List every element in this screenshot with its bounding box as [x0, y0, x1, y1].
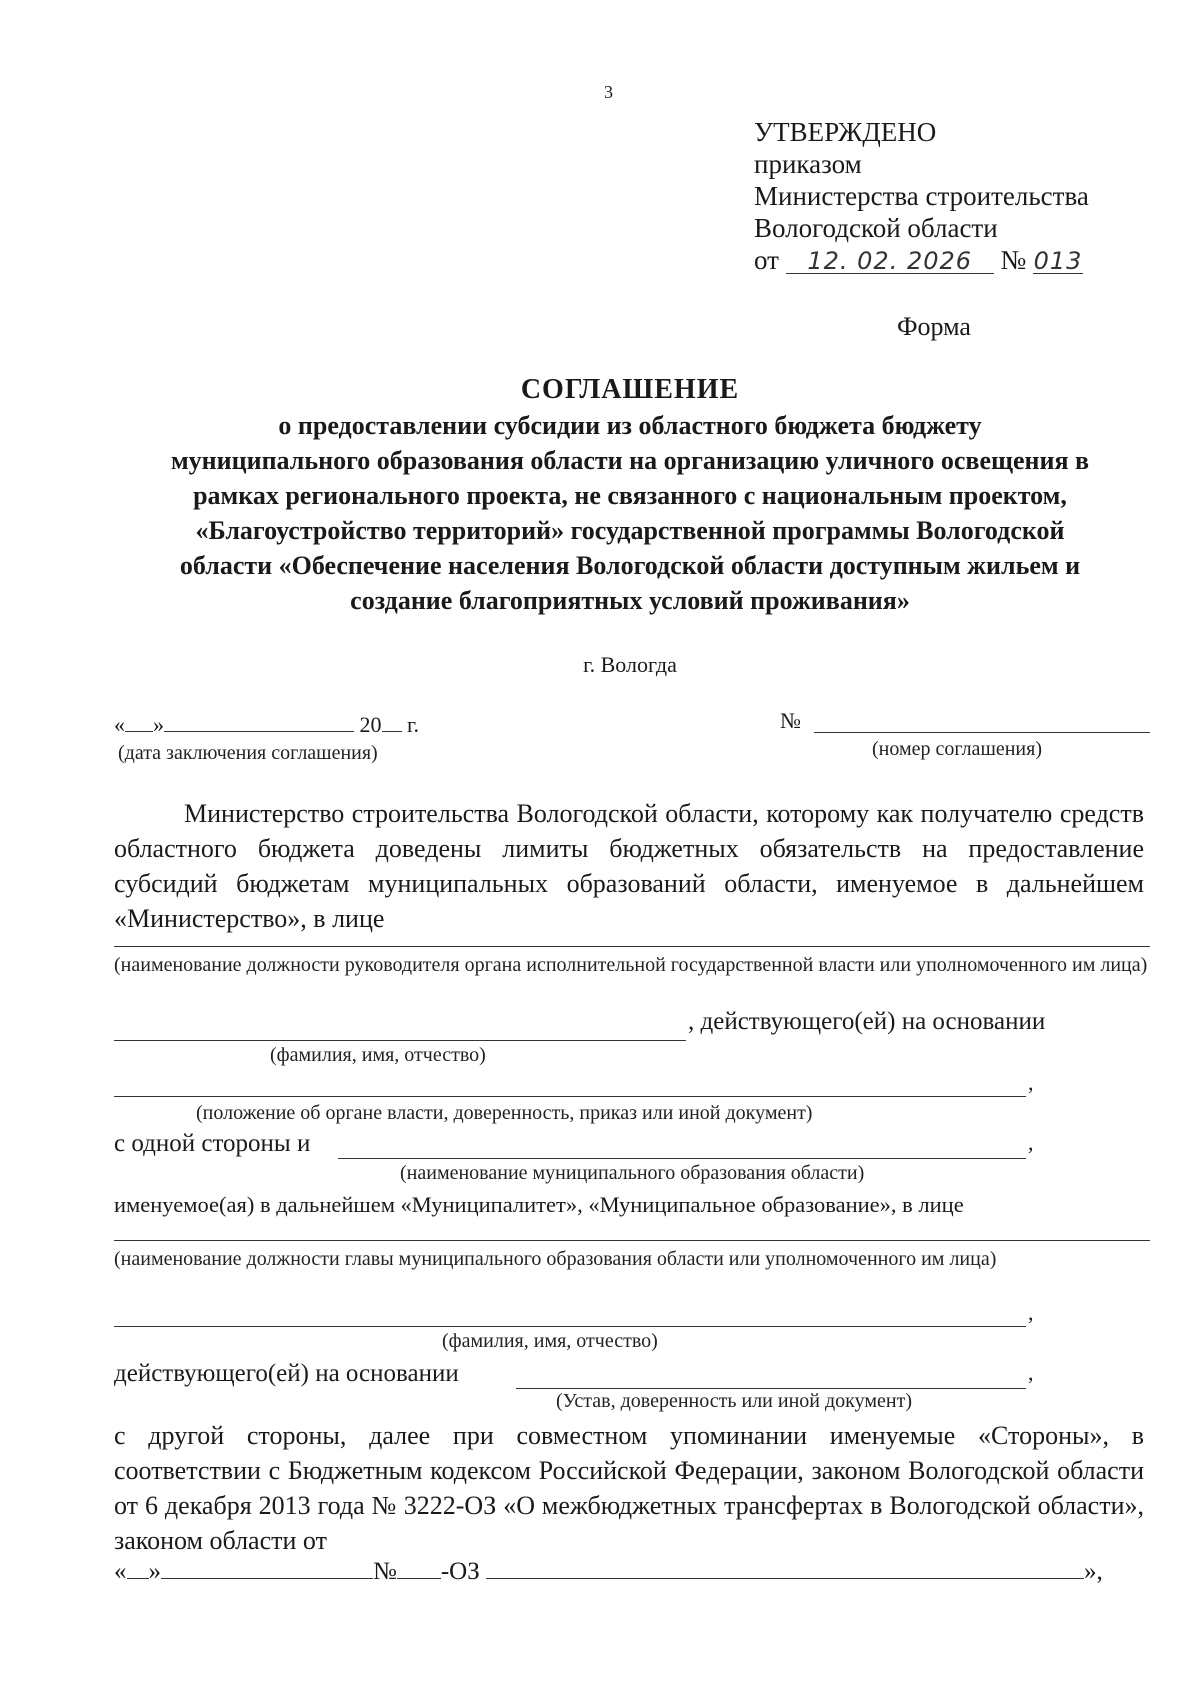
title-line: муниципального образования области на организацию уличного освещения в	[170, 446, 1090, 475]
document-line-2	[516, 1388, 1026, 1389]
fio-caption-1: (фамилия, имя, отчество)	[270, 1044, 486, 1066]
municipality-head-line	[114, 1240, 1150, 1241]
title-line: о предоставлении субсидии из областного бюджета бюджету	[278, 411, 982, 440]
title-line: создание благоприятных условий проживания»	[350, 586, 910, 615]
hereinafter-municipality: именуемое(ая) в дальнейшем «Муниципалитет», «Муниципальное образование», в лице	[114, 1192, 964, 1217]
approval-region: Вологодской области	[754, 213, 998, 243]
agreement-number-line	[814, 732, 1150, 733]
law-suffix: -ОЗ	[440, 1558, 480, 1585]
agreement-number-label: №	[780, 708, 801, 733]
year-blank	[382, 731, 402, 732]
approval-from-label: от	[754, 245, 779, 275]
comma: ,	[1028, 1070, 1034, 1095]
comma: ,	[1028, 1130, 1034, 1155]
fio-line-2	[114, 1326, 1026, 1327]
municipality-head-caption: (наименование должности главы муниципального образования области или уполномоченного им лица)	[114, 1248, 997, 1270]
document-title	[110, 372, 1150, 618]
law-day-blank	[127, 1578, 149, 1579]
title-line: рамках регионального проекта, не связанного с национальным проектом,	[193, 481, 1067, 510]
law-quote-close: »	[148, 1558, 161, 1585]
year-prefix: 20	[359, 712, 382, 737]
title-line: «Благоустройство территорий» государственной программы Вологодской	[195, 516, 1065, 545]
law-number-blank	[397, 1578, 441, 1579]
agreement-date-field	[114, 712, 419, 738]
approval-date-line	[754, 244, 1089, 276]
law-quote-open: «	[114, 1558, 127, 1585]
approval-order-label: приказом	[754, 149, 862, 179]
comma: ,	[1028, 1360, 1034, 1385]
quote-open: «	[114, 712, 125, 737]
document-caption-2: (Устав, доверенность или иной документ)	[556, 1390, 912, 1412]
acting-on-basis-2: действующего(ей) на основании	[114, 1360, 459, 1387]
year-suffix: г.	[407, 712, 420, 737]
law-month-blank	[161, 1578, 373, 1579]
law-number-label: №	[373, 1558, 397, 1585]
date-caption: (дата заключения соглашения)	[118, 742, 378, 764]
municipality-line	[338, 1158, 1026, 1159]
page-number: 3	[604, 82, 613, 102]
approval-number-label: №	[1000, 245, 1027, 275]
approval-block	[754, 116, 1089, 276]
law-reference-row	[114, 1558, 1103, 1586]
approval-number-handwritten: 013	[1033, 247, 1083, 275]
title-heading: СОГЛАШЕНИЕ	[520, 374, 740, 405]
document-caption-1: (положение об органе власти, доверенность, приказ или иной документ)	[196, 1102, 813, 1124]
approval-heading: УТВЕРЖДЕНО	[754, 117, 937, 147]
law-title-blank	[486, 1578, 1084, 1579]
form-label: Форма	[897, 312, 971, 341]
title-line: области «Обеспечение населения Вологодской области доступным жильем и	[179, 551, 1081, 580]
approval-ministry: Министерства строительства	[754, 181, 1089, 211]
one-side-label: с одной стороны и	[114, 1130, 311, 1157]
fio-line-1	[114, 1040, 686, 1041]
month-blank	[164, 731, 354, 732]
comma: ,	[1028, 1300, 1034, 1325]
head-position-line	[114, 946, 1150, 947]
acting-on-basis: , действующего(ей) на основании	[688, 1008, 1046, 1035]
municipality-caption: (наименование муниципального образования области)	[400, 1162, 865, 1184]
document-line-1	[114, 1096, 1026, 1097]
paragraph-ministry: Министерство строительства Вологодской области, которому как получателю средств областного бюджета доведены лимиты бюджетных обязательств на предоставление субсидий бюджетам муниципальных образований области, именуемое в дальнейшем «Министерство», в лице	[114, 799, 1144, 933]
fio-caption-2: (фамилия, имя, отчество)	[442, 1330, 658, 1352]
approval-date-handwritten: 12. 02. 2026	[786, 249, 994, 274]
head-position-caption: (наименование должности руководителя органа исполнительной государственной власти или уполномоченного им лица)	[114, 954, 1148, 976]
paragraph-other-side: с другой стороны, далее при совместном упоминании именуемые «Стороны», в соответствии с Бюджетным кодексом Российской Федерации, законом Вологодской области от 6 декабря 2013 года № 3222-ОЗ «О межбюджетных трансфертах в Вологодской области», законом области от	[114, 1421, 1144, 1555]
number-caption: (номер соглашения)	[872, 738, 1042, 760]
day-blank	[125, 731, 153, 732]
law-end: »,	[1084, 1558, 1103, 1585]
city: г. Вологда	[583, 652, 677, 677]
quote-close: »	[153, 712, 164, 737]
